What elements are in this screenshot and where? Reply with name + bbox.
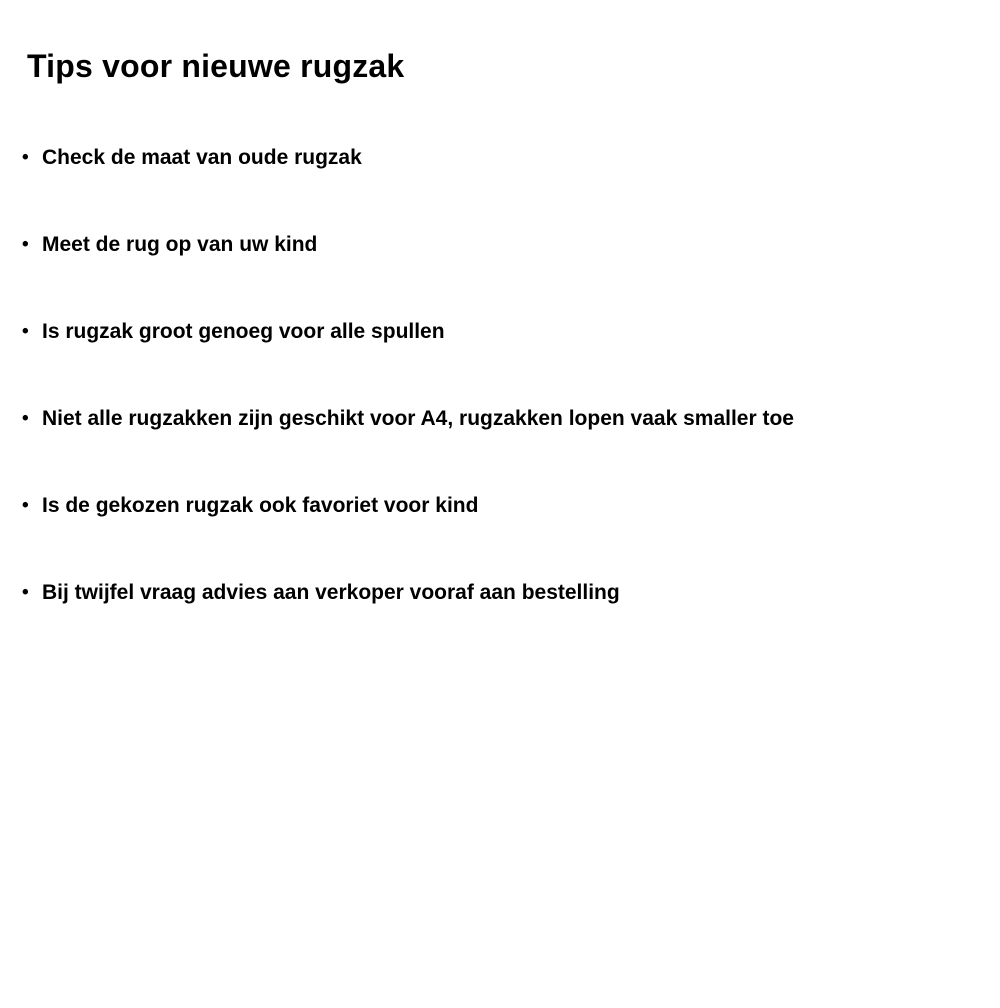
- list-item-text: Bij twijfel vraag advies aan verkoper vooraf aan bestelling: [42, 581, 620, 604]
- list-item: [22, 580, 970, 606]
- bullet-icon: •: [22, 495, 29, 516]
- bullet-icon: •: [22, 147, 29, 168]
- bullet-icon: •: [22, 408, 29, 429]
- list-item-text: Meet de rug op van uw kind: [42, 233, 318, 256]
- list-item: [22, 232, 970, 258]
- list-item-text: Is de gekozen rugzak ook favoriet voor kind: [42, 494, 479, 517]
- list-item: [22, 406, 970, 432]
- tips-list: [0, 145, 1000, 606]
- list-item: [22, 319, 970, 345]
- list-item-text: Niet alle rugzakken zijn geschikt voor A4, rugzakken lopen vaak smaller toe: [42, 407, 794, 430]
- bullet-icon: •: [22, 582, 29, 603]
- list-item: [22, 145, 970, 171]
- bullet-icon: •: [22, 321, 29, 342]
- bullet-icon: •: [22, 234, 29, 255]
- page-title: Tips voor nieuwe rugzak: [27, 48, 405, 84]
- list-item-text: Check de maat van oude rugzak: [42, 146, 362, 169]
- list-item: [22, 493, 970, 519]
- list-item-text: Is rugzak groot genoeg voor alle spullen: [42, 320, 445, 343]
